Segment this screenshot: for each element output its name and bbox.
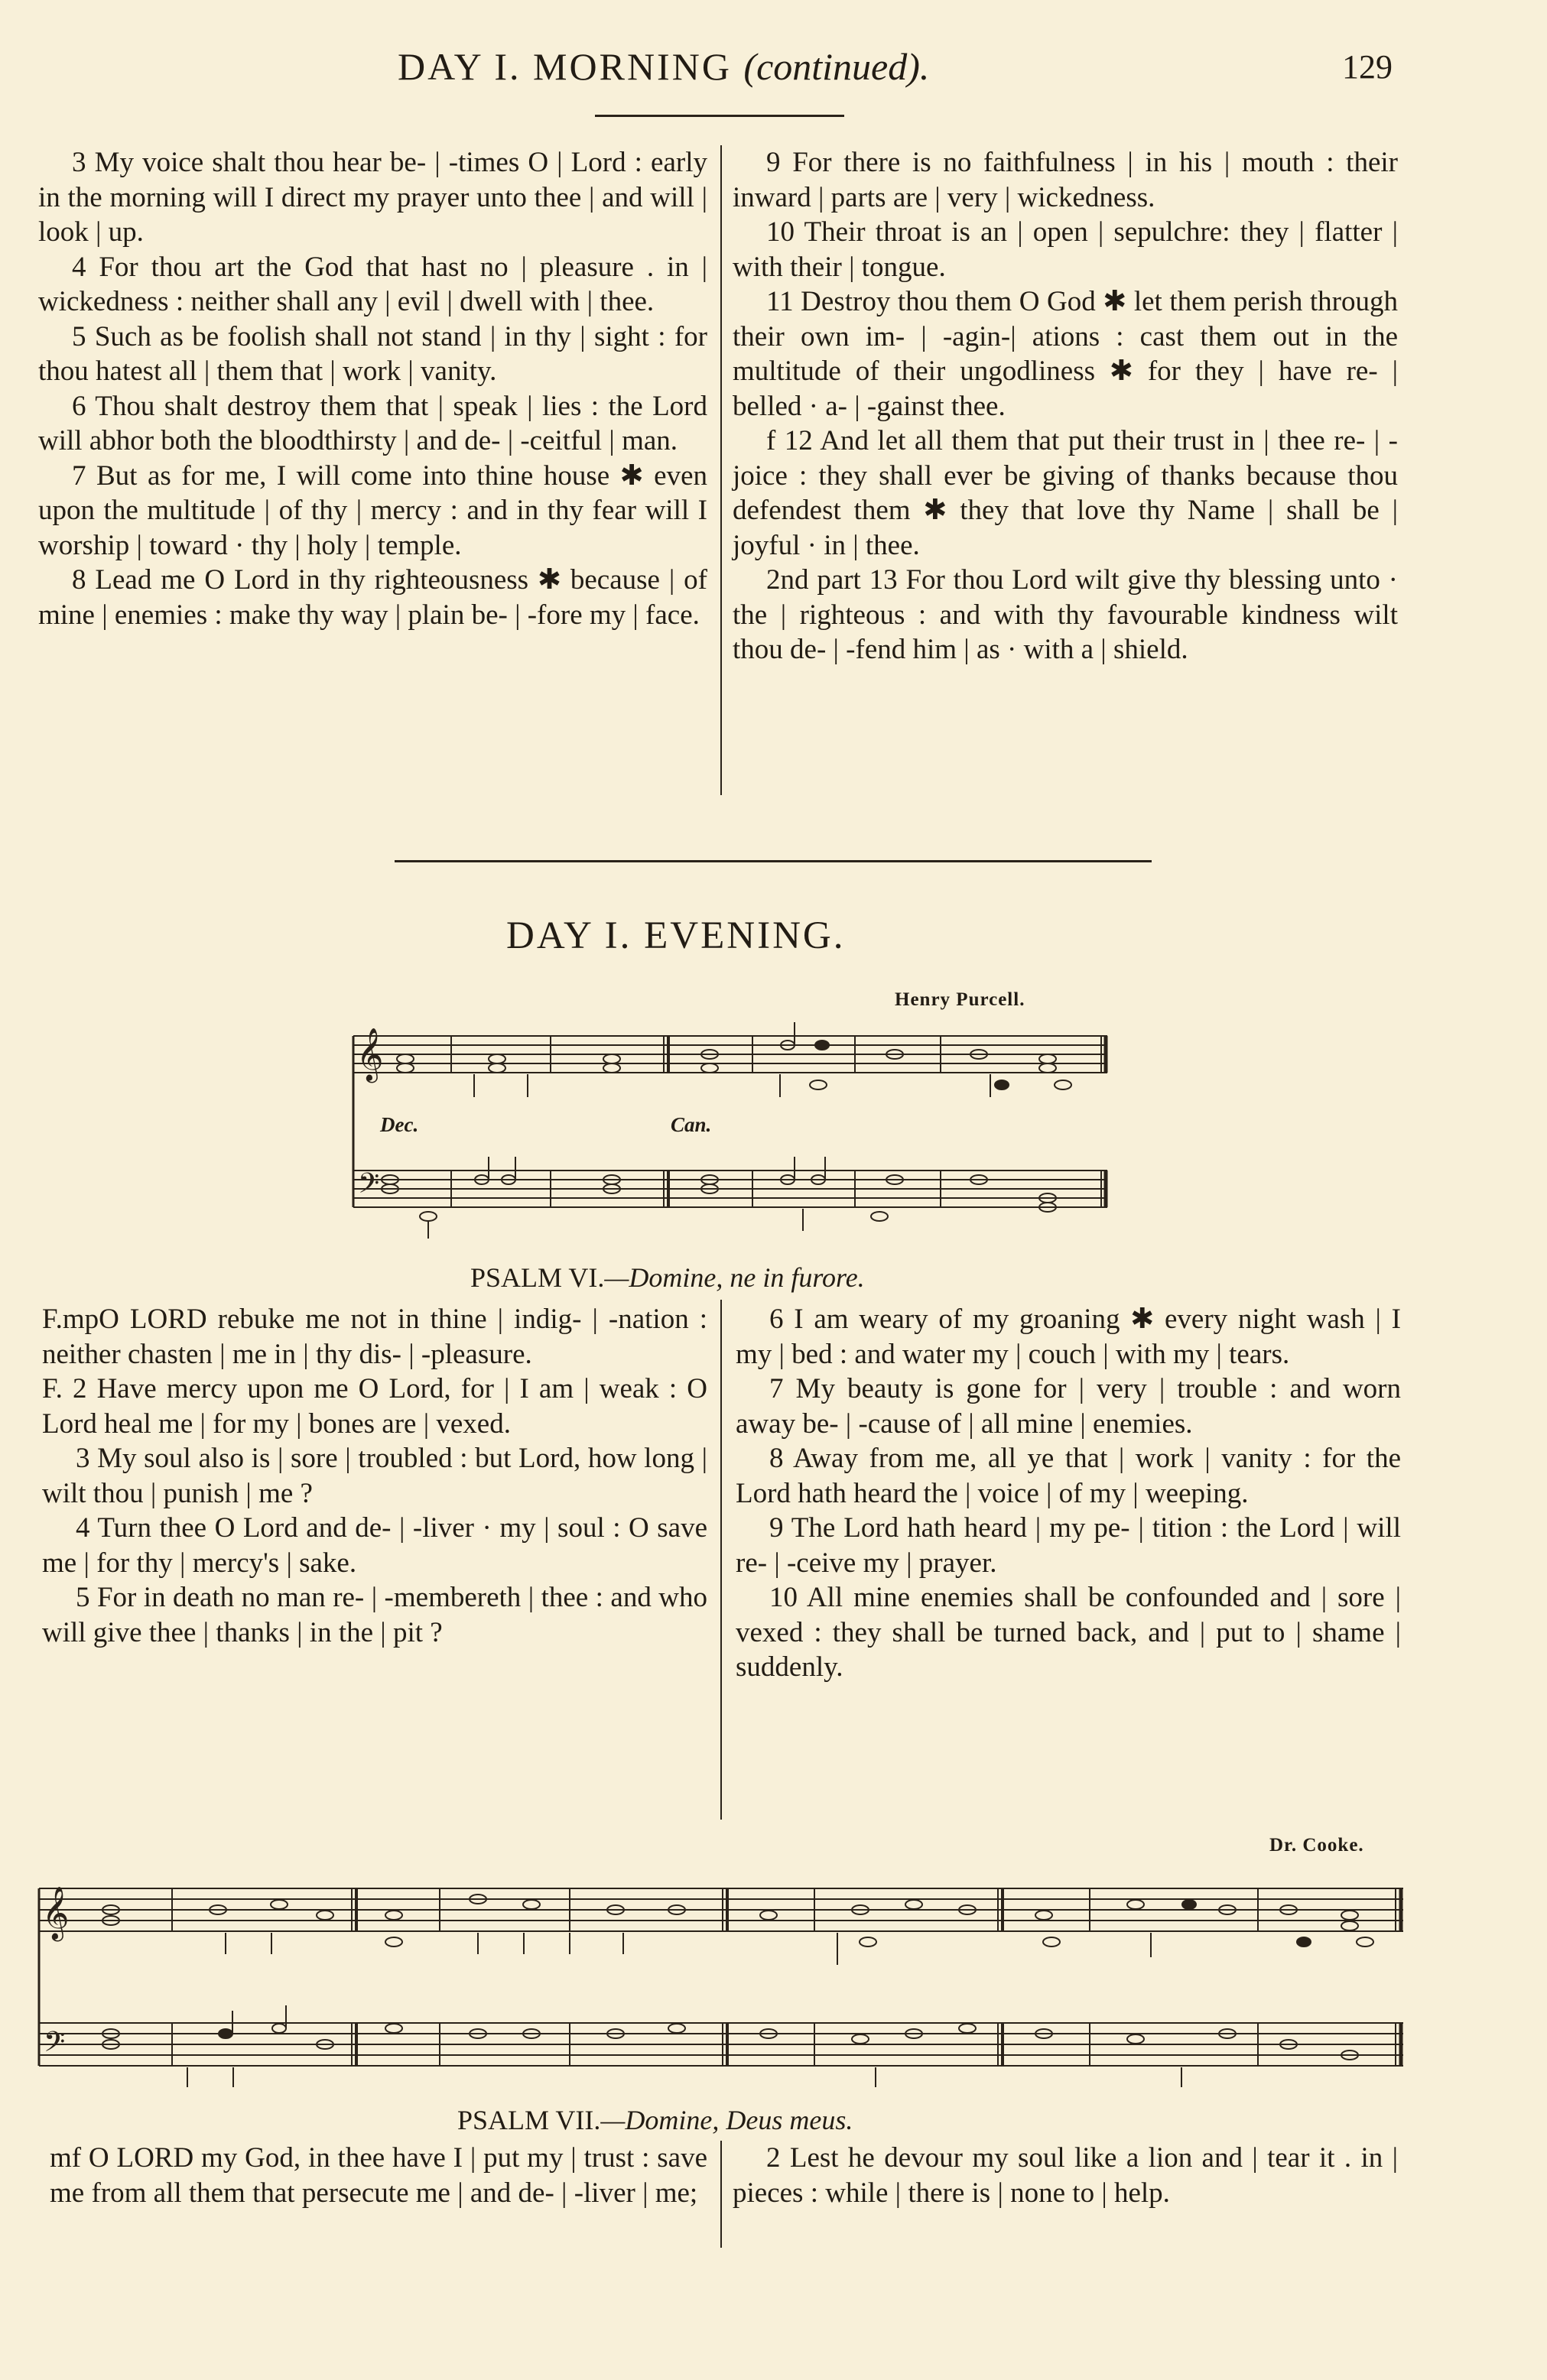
psalm-7-title — [457, 2104, 853, 2136]
verse-6: 6 Thou shalt destroy them that | speak | lies : the Lord will abhor both the bloodthirsty | and de- | -ceitful | man. — [38, 390, 707, 456]
header-rule — [595, 115, 844, 117]
psalm-6-name: PSALM VI. — [470, 1262, 605, 1293]
psalm-7-latin: —Domine, Deus meus. — [600, 2105, 853, 2135]
psalm-6-verse-3: 3 My soul also is | sore | troubled : but Lord, how long | wilt thou | punish | me ? — [42, 1443, 707, 1509]
psalm-7-right-column — [733, 2141, 1398, 2210]
psalm-6-title — [470, 1261, 865, 1294]
column-divider-3 — [720, 2141, 722, 2248]
evening-title: DAY I. EVENING. — [506, 914, 846, 957]
composer-purcell: Henry Purcell. — [895, 989, 1025, 1010]
psalm-6-verse-10: 10 All mine enemies shall be confounded and | sore | vexed : they shall be turned back, and | put to | shame | suddenly. — [736, 1582, 1401, 1683]
svg-text:𝄢: 𝄢 — [358, 1167, 380, 1206]
psalm-6-latin: —Domine, ne in furore. — [604, 1262, 865, 1293]
verse-8: 8 Lead me O Lord in thy righteousness ✱ because | of mine | enemies : make thy way | plain be- | -fore my | face. — [38, 564, 707, 631]
column-divider-1 — [720, 145, 722, 795]
psalm-7-left-column — [50, 2141, 707, 2210]
verse-7: 7 But as for me, I will come into thine house ✱ even upon the multitude | of thy | mercy : and in thy fear will I worship | toward · thy | holy | temple. — [38, 459, 707, 561]
header-subtitle: (continued). — [743, 45, 930, 88]
morning-right-column — [733, 145, 1398, 667]
verse-13: 2nd part 13 For thou Lord wilt give thy blessing unto · the | righteous : and with thy favourable kindness wilt thou de- | -fend him | as · with a | shield. — [733, 564, 1398, 665]
psalm-6-verse-7: 7 My beauty is gone for | very | trouble : and worn away be- | -cause of | all mine | enemies. — [736, 1373, 1401, 1440]
morning-left-column — [38, 145, 707, 632]
page-number: 129 — [1342, 48, 1393, 86]
psalm-6-verse-5: 5 For in death no man re- | -membereth | thee : and who will give thee | thanks | in the | pit ? — [42, 1582, 707, 1648]
column-divider-2 — [720, 1300, 722, 1820]
svg-text:𝄢: 𝄢 — [44, 2026, 66, 2065]
chant-cooke-score — [34, 1865, 1411, 2110]
psalm-6-verse-4: 4 Turn thee O Lord and de- | -liver · my | soul : O save me | for thy | mercy's | sake. — [42, 1512, 707, 1579]
verse-10: 10 Their throat is an | open | sepulchre: they | flatter | with their | tongue. — [733, 216, 1398, 283]
chant-purcell-score — [344, 1021, 1116, 1242]
header-title: DAY I. MORNING — [398, 45, 732, 88]
psalm-6-verse-2: F. 2 Have mercy upon me O Lord, for | I am | weak : O Lord heal me | for my | bones are | vexed. — [42, 1373, 707, 1440]
verse-4: 4 For thou art the God that hast no | pleasure . in | wickedness : neither shall any | evil | dwell with | thee. — [38, 251, 707, 317]
verse-3: 3 My voice shalt thou hear be- | -times O | Lord : early in the morning will I direct my prayer unto thee | and will | look | up. — [38, 147, 707, 248]
svg-text:𝄞: 𝄞 — [42, 1886, 70, 1940]
verse-9: 9 For there is no faithfulness | in his | mouth : their inward | parts are | very | wickedness. — [733, 147, 1398, 213]
psalm-7-verse-1: mf O LORD my God, in thee have I | put my | trust : save me from all them that persecute me | and de- | -liver | me; — [50, 2142, 707, 2209]
page-header — [398, 44, 929, 89]
psalm-7-name: PSALM VII. — [457, 2105, 601, 2135]
composer-cooke: Dr. Cooke. — [1269, 1835, 1364, 1856]
section-rule — [395, 860, 1152, 862]
verse-11: 11 Destroy thou them O God ✱ let them perish through their own im- | -agin-| ations : cast them out in the multitude of their ungodliness ✱ for they | have re- | belled · a- | -gainst thee. — [733, 286, 1398, 422]
can-label: Can. — [671, 1113, 712, 1136]
psalm-6-verse-6: 6 I am weary of my groaning ✱ every night wash | I my | bed : and water my | couch | with my | tears. — [736, 1304, 1401, 1370]
verse-12: f 12 And let all them that put their trust in | thee re- | -joice : they shall ever be giving of thanks because thou defendest them ✱ they that love thy Name | shall be | joyful · in | thee. — [733, 425, 1398, 561]
svg-text:𝄞: 𝄞 — [356, 1028, 384, 1081]
psalm-6-right-column — [736, 1302, 1401, 1685]
psalm-7-verse-2: 2 Lest he devour my soul like a lion and | tear it . in | pieces : while | there is | none to | help. — [733, 2142, 1398, 2209]
psalm-6-verse-9: 9 The Lord hath heard | my pe- | tition : the Lord | will re- | -ceive my | prayer. — [736, 1512, 1401, 1579]
psalm-6-verse-8: 8 Away from me, all ye that | work | vanity : for the Lord hath heard the | voice | of my | weeping. — [736, 1443, 1401, 1509]
psalm-6-left-column — [42, 1302, 707, 1650]
dec-label: Dec. — [380, 1113, 419, 1136]
verse-5: 5 Such as be foolish shall not stand | in thy | sight : for thou hatest all | them that | work | vanity. — [38, 320, 707, 387]
psalm-6-verse-1: F.mpO LORD rebuke me not in thine | indig- | -nation : neither chasten | me in | thy dis- | -pleasure. — [42, 1304, 707, 1370]
